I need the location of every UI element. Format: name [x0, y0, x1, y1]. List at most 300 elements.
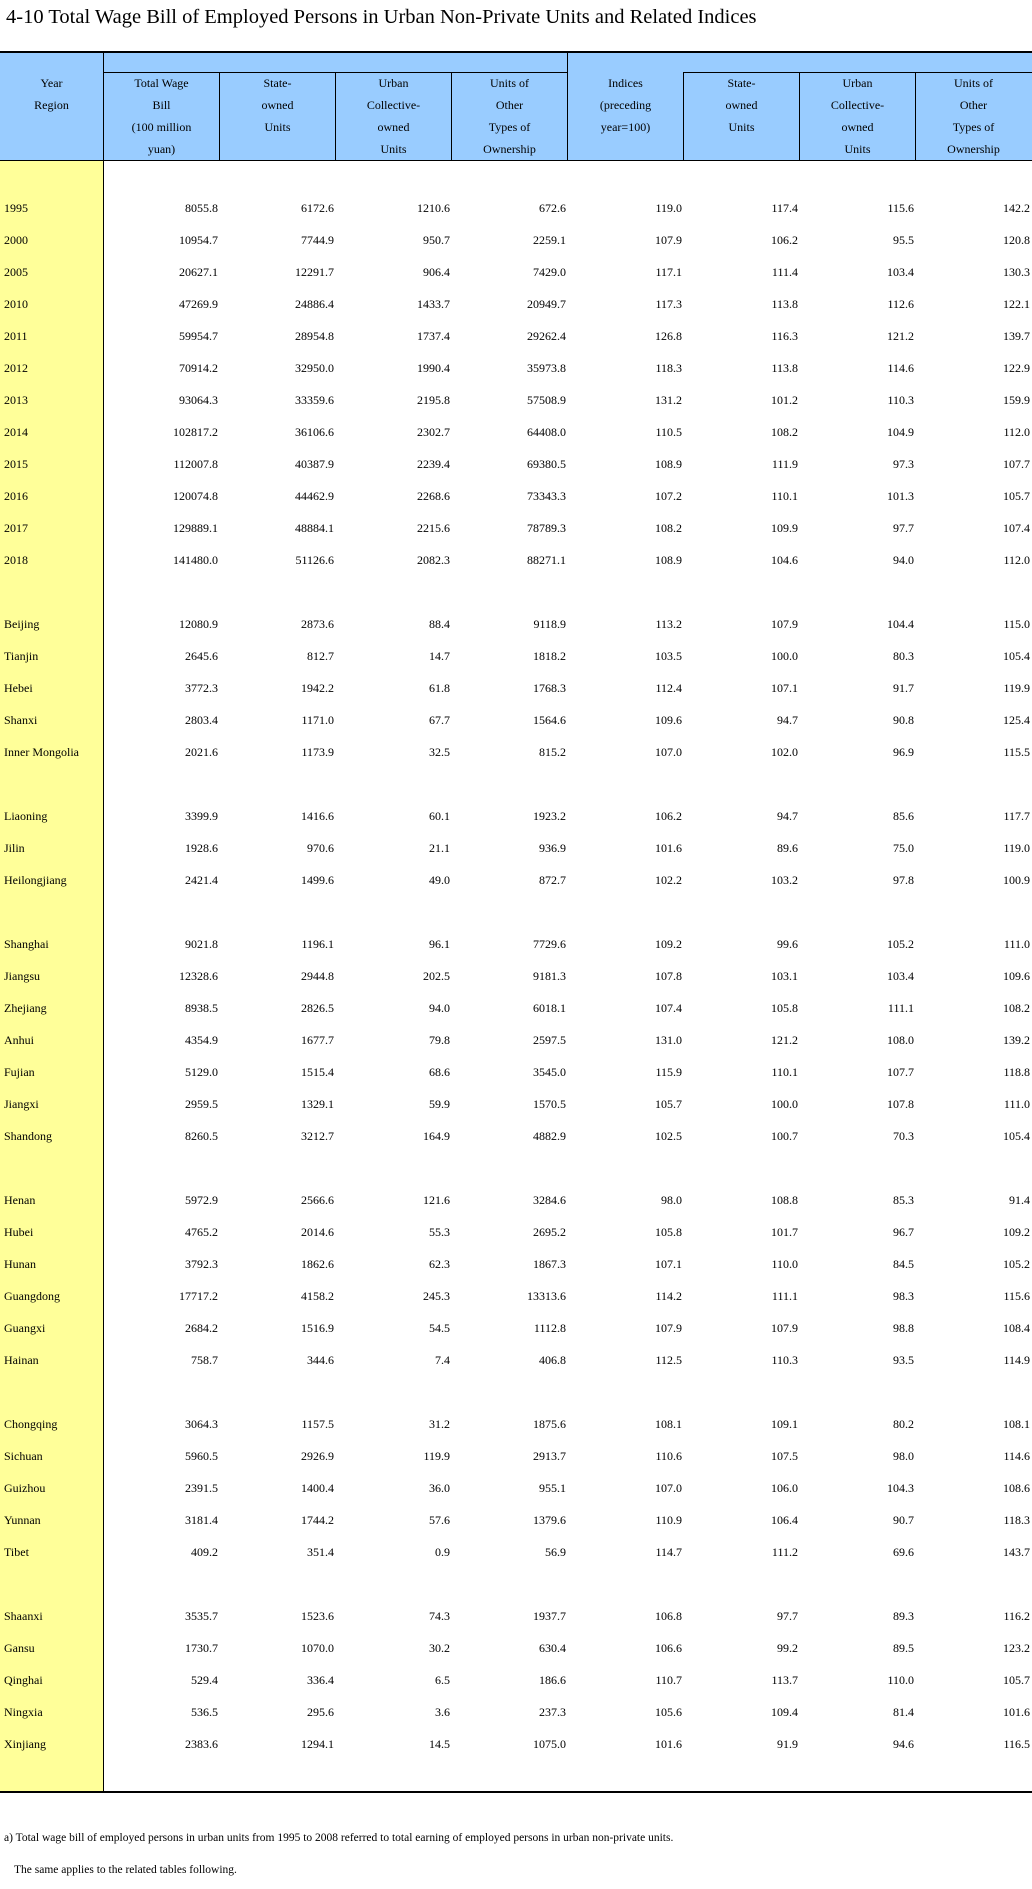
table-cell: 8055.8: [185, 201, 218, 215]
table-cell: 111.0: [1003, 937, 1030, 951]
header-total-wage-bill: Total Wage Bill (100 million yuan): [131, 76, 192, 156]
table-cell: 91.4: [1009, 1193, 1030, 1207]
table-cell: 2926.9: [301, 1449, 334, 1463]
table-cell: 112007.8: [173, 457, 218, 471]
table-cell: 100.0: [771, 649, 798, 663]
table-cell: 1768.3: [533, 681, 566, 695]
table-cell: 33359.6: [295, 393, 334, 407]
table-cell: 89.5: [893, 1641, 914, 1655]
table-cell: 2082.3: [417, 553, 450, 567]
table-cell: 2959.5: [185, 1097, 218, 1111]
table-cell: 116.3: [771, 329, 798, 343]
row-label: Liaoning: [4, 809, 48, 823]
table-cell: 107.0: [655, 745, 682, 759]
table-cell: 1294.1: [301, 1737, 334, 1751]
table-cell: 110.1: [771, 1065, 798, 1079]
table-row: [0, 997, 1032, 1019]
table-row: [0, 1477, 1032, 1499]
table-cell: 1329.1: [301, 1097, 334, 1111]
table-cell: 955.1: [539, 1481, 566, 1495]
row-label: 1995: [4, 201, 28, 215]
table-cell: 111.2: [771, 1545, 798, 1559]
table-cell: 112.5: [655, 1353, 682, 1367]
table-cell: 121.6: [423, 1193, 450, 1207]
row-label: Jiangxi: [4, 1097, 39, 1111]
table-cell: 88271.1: [527, 553, 566, 567]
row-label: Guangdong: [4, 1289, 60, 1303]
table-cell: 2566.6: [301, 1193, 334, 1207]
table-cell: 186.6: [539, 1673, 566, 1687]
table-cell: 107.1: [655, 1257, 682, 1271]
table-cell: 237.3: [539, 1705, 566, 1719]
table-title: 4-10 Total Wage Bill of Employed Persons in Urban Non-Private Units and Related Indices: [6, 6, 757, 28]
table-cell: 1210.6: [417, 201, 450, 215]
table-cell: 2873.6: [301, 617, 334, 631]
table-cell: 64408.0: [527, 425, 566, 439]
table-cell: 9118.9: [533, 617, 566, 631]
table-cell: 3181.4: [185, 1513, 218, 1527]
table-cell: 28954.8: [295, 329, 334, 343]
table-cell: 84.5: [893, 1257, 914, 1271]
table-cell: 1677.7: [301, 1033, 334, 1047]
table-row: [0, 1733, 1032, 1755]
table-cell: 815.2: [539, 745, 566, 759]
table-row: [0, 1541, 1032, 1563]
table-cell: 97.8: [893, 873, 914, 887]
table-cell: 1867.3: [533, 1257, 566, 1271]
table-cell: 114.7: [655, 1545, 682, 1559]
table-cell: 1570.5: [533, 1097, 566, 1111]
table-cell: 102.5: [655, 1129, 682, 1143]
table-cell: 1564.6: [533, 713, 566, 727]
table-cell: 107.5: [771, 1449, 798, 1463]
table-cell: 110.9: [655, 1513, 682, 1527]
table-cell: 91.7: [893, 681, 914, 695]
table-cell: 110.6: [655, 1449, 682, 1463]
table-cell: 100.7: [771, 1129, 798, 1143]
table-row: [0, 1605, 1032, 1627]
table-cell: 906.4: [423, 265, 450, 279]
header-urban-collective: Urban Collective- owned Units: [366, 76, 421, 156]
table-cell: 110.0: [771, 1257, 798, 1271]
table-cell: 20949.7: [527, 297, 566, 311]
row-label: Heilongjiang: [4, 873, 67, 887]
table-cell: 94.0: [893, 553, 914, 567]
table-row: [0, 1317, 1032, 1339]
table-cell: 107.7: [887, 1065, 914, 1079]
table-cell: 49.0: [429, 873, 450, 887]
table-cell: 121.2: [887, 329, 914, 343]
table-cell: 32.5: [429, 745, 450, 759]
table-cell: 122.9: [1003, 361, 1030, 375]
table-row: [0, 1701, 1032, 1723]
table-cell: 936.9: [539, 841, 566, 855]
table-cell: 107.1: [771, 681, 798, 695]
table-cell: 96.7: [893, 1225, 914, 1239]
table-cell: 107.8: [655, 969, 682, 983]
table-row: [0, 1029, 1032, 1051]
table-cell: 119.0: [1003, 841, 1030, 855]
table-cell: 3545.0: [533, 1065, 566, 1079]
table-row: [0, 197, 1032, 219]
table-cell: 111.1: [771, 1289, 798, 1303]
table-cell: 159.9: [1003, 393, 1030, 407]
table-cell: 75.0: [893, 841, 914, 855]
table-cell: 4354.9: [185, 1033, 218, 1047]
table-cell: 245.3: [423, 1289, 450, 1303]
table-cell: 630.4: [539, 1641, 566, 1655]
table-cell: 1818.2: [533, 649, 566, 663]
table-cell: 74.3: [429, 1609, 450, 1623]
table-cell: 117.3: [655, 297, 682, 311]
table-cell: 115.9: [655, 1065, 682, 1079]
table-cell: 56.9: [545, 1545, 566, 1559]
header-index-other-ownership: Units of Other Types of Ownership: [947, 76, 1000, 156]
bottom-rule: [0, 1791, 1032, 1793]
table-cell: 113.7: [771, 1673, 798, 1687]
table-cell: 107.2: [655, 489, 682, 503]
table-cell: 108.6: [1003, 1481, 1030, 1495]
row-label: Guizhou: [4, 1481, 46, 1495]
table-cell: 108.2: [655, 521, 682, 535]
table-cell: 100.0: [771, 1097, 798, 1111]
table-cell: 97.7: [893, 521, 914, 535]
table-cell: 106.8: [655, 1609, 682, 1623]
table-row: [0, 613, 1032, 635]
table-cell: 7.4: [435, 1353, 450, 1367]
table-row: [0, 1637, 1032, 1659]
table-row: [0, 965, 1032, 987]
table-cell: 5129.0: [185, 1065, 218, 1079]
table-cell: 111.9: [771, 457, 798, 471]
table-row: [0, 261, 1032, 283]
table-cell: 101.6: [1003, 1705, 1030, 1719]
table-cell: 1737.4: [417, 329, 450, 343]
header-index-state-owned: State- owned Units: [725, 76, 758, 134]
table-cell: 139.2: [1003, 1033, 1030, 1047]
table-row: [0, 1061, 1032, 1083]
table-cell: 119.0: [655, 201, 682, 215]
table-cell: 295.6: [307, 1705, 334, 1719]
table-cell: 103.1: [771, 969, 798, 983]
table-cell: 3399.9: [185, 809, 218, 823]
table-row: [0, 869, 1032, 891]
table-cell: 94.0: [429, 1001, 450, 1015]
table-cell: 47269.9: [179, 297, 218, 311]
table-cell: 107.8: [887, 1097, 914, 1111]
table-cell: 6018.1: [533, 1001, 566, 1015]
table-cell: 78789.3: [527, 521, 566, 535]
table-cell: 131.2: [655, 393, 682, 407]
table-cell: 109.9: [771, 521, 798, 535]
table-cell: 109.2: [655, 937, 682, 951]
table-cell: 79.8: [429, 1033, 450, 1047]
table-cell: 118.8: [1003, 1065, 1030, 1079]
row-label: Fujian: [4, 1065, 35, 1079]
table-cell: 59954.7: [179, 329, 218, 343]
table-row: [0, 1253, 1032, 1275]
table-cell: 98.3: [893, 1289, 914, 1303]
row-label: Guangxi: [4, 1321, 46, 1335]
table-cell: 115.6: [887, 201, 914, 215]
row-label: 2000: [4, 233, 28, 247]
row-label: Yunnan: [4, 1513, 41, 1527]
table-cell: 108.4: [1003, 1321, 1030, 1335]
table-cell: 106.0: [771, 1481, 798, 1495]
table-cell: 409.2: [191, 1545, 218, 1559]
table-cell: 95.5: [893, 233, 914, 247]
table-cell: 6.5: [435, 1673, 450, 1687]
table-cell: 107.9: [771, 1321, 798, 1335]
table-cell: 91.9: [777, 1737, 798, 1751]
table-cell: 2597.5: [533, 1033, 566, 1047]
table-cell: 10954.7: [179, 233, 218, 247]
row-label: Shanghai: [4, 937, 49, 951]
table-cell: 90.8: [893, 713, 914, 727]
table-cell: 114.2: [655, 1289, 682, 1303]
table-cell: 2215.6: [417, 521, 450, 535]
row-label: 2015: [4, 457, 28, 471]
table-cell: 100.9: [1003, 873, 1030, 887]
table-cell: 96.1: [429, 937, 450, 951]
footnote-continued: The same applies to the related tables following.: [14, 1864, 237, 1876]
header-year-region: Year Region: [34, 76, 69, 112]
table-cell: 104.3: [887, 1481, 914, 1495]
table-row: [0, 645, 1032, 667]
table-cell: 44462.9: [295, 489, 334, 503]
table-cell: 108.9: [655, 457, 682, 471]
table-row: [0, 1285, 1032, 1307]
table-cell: 104.4: [887, 617, 914, 631]
table-cell: 7744.9: [301, 233, 334, 247]
table-cell: 2195.8: [417, 393, 450, 407]
table-cell: 105.7: [1003, 1673, 1030, 1687]
table-row: [0, 1669, 1032, 1691]
table-cell: 69380.5: [527, 457, 566, 471]
header-indices: Indices (preceding year=100): [599, 76, 652, 134]
table-cell: 1942.2: [301, 681, 334, 695]
table-cell: 115.6: [1003, 1289, 1030, 1303]
table-cell: 101.7: [771, 1225, 798, 1239]
table-cell: 1523.6: [301, 1609, 334, 1623]
table-cell: 812.7: [307, 649, 334, 663]
table-row: [0, 1189, 1032, 1211]
table-row: [0, 293, 1032, 315]
table-cell: 202.5: [423, 969, 450, 983]
table-cell: 112.6: [887, 297, 914, 311]
table-cell: 48884.1: [295, 521, 334, 535]
table-cell: 122.1: [1003, 297, 1030, 311]
table-cell: 40387.9: [295, 457, 334, 471]
table-cell: 872.7: [539, 873, 566, 887]
table-cell: 2239.4: [417, 457, 450, 471]
table-cell: 116.5: [1003, 1737, 1030, 1751]
table-cell: 89.3: [893, 1609, 914, 1623]
table-cell: 105.2: [1003, 1257, 1030, 1271]
table-cell: 108.0: [887, 1033, 914, 1047]
table-cell: 118.3: [655, 361, 682, 375]
table-cell: 119.9: [423, 1449, 450, 1463]
table-cell: 0.9: [435, 1545, 450, 1559]
table-cell: 110.3: [887, 393, 914, 407]
table-cell: 1515.4: [301, 1065, 334, 1079]
table-cell: 3284.6: [533, 1193, 566, 1207]
table-cell: 112.0: [1003, 553, 1030, 567]
row-label: Ningxia: [4, 1705, 43, 1719]
table-cell: 104.6: [771, 553, 798, 567]
table-row: [0, 1445, 1032, 1467]
table-row: [0, 517, 1032, 539]
table-cell: 114.9: [1003, 1353, 1030, 1367]
row-label: 2010: [4, 297, 28, 311]
table-cell: 7429.0: [533, 265, 566, 279]
table-cell: 2826.5: [301, 1001, 334, 1015]
table-cell: 6172.6: [301, 201, 334, 215]
table-cell: 21.1: [429, 841, 450, 855]
row-label: 2017: [4, 521, 28, 535]
table-cell: 142.2: [1003, 201, 1030, 215]
table-cell: 2383.6: [185, 1737, 218, 1751]
table-cell: 9181.3: [533, 969, 566, 983]
table-cell: 106.2: [655, 809, 682, 823]
table-cell: 107.4: [655, 1001, 682, 1015]
table-cell: 131.0: [655, 1033, 682, 1047]
row-label: Hubei: [4, 1225, 34, 1239]
table-cell: 8938.5: [185, 1001, 218, 1015]
row-label: Beijing: [4, 617, 40, 631]
row-label: Hunan: [4, 1257, 36, 1271]
table-cell: 69.6: [893, 1545, 914, 1559]
table-row: [0, 229, 1032, 251]
table-cell: 123.2: [1003, 1641, 1030, 1655]
row-label: Hebei: [4, 681, 33, 695]
table-cell: 107.4: [1003, 521, 1030, 535]
table-row: [0, 325, 1032, 347]
table-row: [0, 1221, 1032, 1243]
table-cell: 1730.7: [185, 1641, 218, 1655]
table-cell: 98.8: [893, 1321, 914, 1335]
table-cell: 1400.4: [301, 1481, 334, 1495]
table-row: [0, 549, 1032, 571]
table-cell: 109.4: [771, 1705, 798, 1719]
table-cell: 2421.4: [185, 873, 218, 887]
table-cell: 89.6: [777, 841, 798, 855]
table-row: [0, 485, 1032, 507]
table-cell: 112.0: [1003, 425, 1030, 439]
table-cell: 98.0: [893, 1449, 914, 1463]
table-cell: 107.0: [655, 1481, 682, 1495]
table-cell: 105.2: [887, 937, 914, 951]
table-cell: 2944.8: [301, 969, 334, 983]
table-cell: 1157.5: [301, 1417, 334, 1431]
row-label: Henan: [4, 1193, 36, 1207]
table-cell: 93.5: [893, 1353, 914, 1367]
row-label: Chongqing: [4, 1417, 58, 1431]
table-cell: 3535.7: [185, 1609, 218, 1623]
table-cell: 59.9: [429, 1097, 450, 1111]
table-cell: 14.5: [429, 1737, 450, 1751]
table-cell: 107.9: [771, 617, 798, 631]
table-cell: 117.4: [771, 201, 798, 215]
table-cell: 536.5: [191, 1705, 218, 1719]
table-cell: 109.6: [1003, 969, 1030, 983]
table-cell: 950.7: [423, 233, 450, 247]
table-cell: 108.1: [1003, 1417, 1030, 1431]
header-bottom-rule: [0, 160, 1032, 161]
table-cell: 529.4: [191, 1673, 218, 1687]
row-label: Gansu: [4, 1641, 35, 1655]
table-cell: 103.4: [887, 265, 914, 279]
table-row: [0, 1413, 1032, 1435]
table-cell: 2014.6: [301, 1225, 334, 1239]
table-cell: 139.7: [1003, 329, 1030, 343]
table-cell: 81.4: [893, 1705, 914, 1719]
table-row: [0, 677, 1032, 699]
table-cell: 9021.8: [185, 937, 218, 951]
table-cell: 109.2: [1003, 1225, 1030, 1239]
table-row: [0, 709, 1032, 731]
row-label: Zhejiang: [4, 1001, 47, 1015]
table-cell: 2259.1: [533, 233, 566, 247]
table-cell: 106.4: [771, 1513, 798, 1527]
table-cell: 102.2: [655, 873, 682, 887]
table-cell: 1499.6: [301, 873, 334, 887]
row-label: 2016: [4, 489, 28, 503]
table-cell: 106.6: [655, 1641, 682, 1655]
row-label: Shanxi: [4, 713, 38, 727]
table-cell: 115.0: [1003, 617, 1030, 631]
table-cell: 3212.7: [301, 1129, 334, 1143]
table-cell: 97.7: [777, 1609, 798, 1623]
row-label: Sichuan: [4, 1449, 43, 1463]
table-cell: 12328.6: [179, 969, 218, 983]
table-cell: 1196.1: [301, 937, 334, 951]
row-label: 2005: [4, 265, 28, 279]
table-cell: 2391.5: [185, 1481, 218, 1495]
table-cell: 54.5: [429, 1321, 450, 1335]
table-cell: 114.6: [887, 361, 914, 375]
table-cell: 110.1: [771, 489, 798, 503]
row-label: Jiangsu: [4, 969, 40, 983]
table-cell: 119.9: [1003, 681, 1030, 695]
table-cell: 108.9: [655, 553, 682, 567]
row-label: Xinjiang: [4, 1737, 46, 1751]
table-cell: 120.8: [1003, 233, 1030, 247]
table-row: [0, 933, 1032, 955]
table-cell: 1070.0: [301, 1641, 334, 1655]
table-cell: 57508.9: [527, 393, 566, 407]
table-cell: 758.7: [191, 1353, 218, 1367]
table-cell: 62.3: [429, 1257, 450, 1271]
table-cell: 98.0: [661, 1193, 682, 1207]
table-cell: 108.1: [655, 1417, 682, 1431]
table-cell: 99.2: [777, 1641, 798, 1655]
table-cell: 406.8: [539, 1353, 566, 1367]
row-label: 2014: [4, 425, 28, 439]
header-index-urban-collective: Urban Collective- owned Units: [830, 76, 885, 156]
table-cell: 2302.7: [417, 425, 450, 439]
row-label: 2012: [4, 361, 28, 375]
table-cell: 51126.6: [295, 553, 334, 567]
table-cell: 101.2: [771, 393, 798, 407]
table-cell: 2913.7: [533, 1449, 566, 1463]
table-cell: 2645.6: [185, 649, 218, 663]
table-cell: 3792.3: [185, 1257, 218, 1271]
table-cell: 117.7: [1003, 809, 1030, 823]
table-row: [0, 837, 1032, 859]
table-cell: 4765.2: [185, 1225, 218, 1239]
table-cell: 101.6: [655, 841, 682, 855]
